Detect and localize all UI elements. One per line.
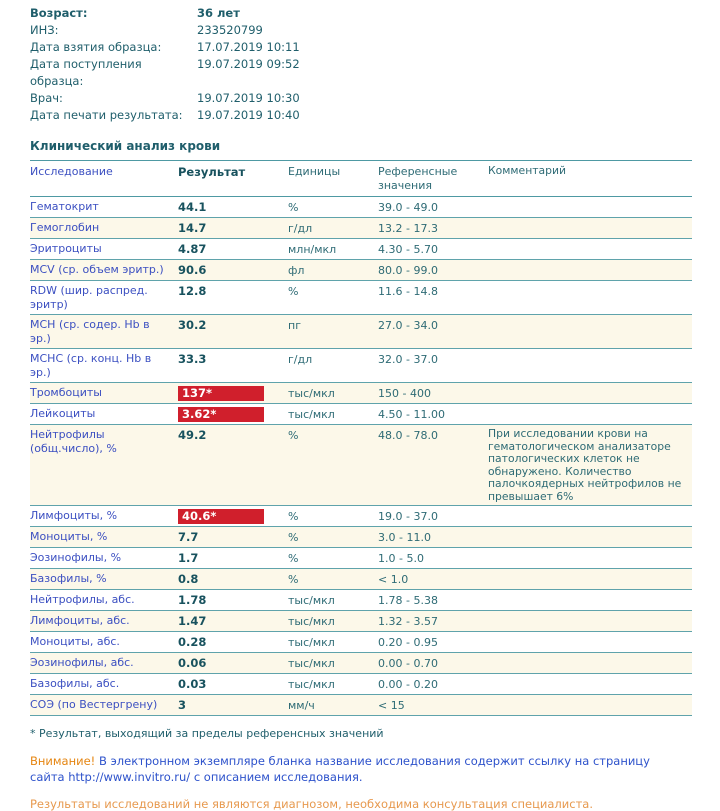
flagged-result-highlight: 3.62* — [178, 407, 264, 422]
test-name: Лимфоциты, % — [30, 509, 118, 522]
test-units: % — [288, 510, 299, 523]
patient-header-value: 19.07.2019 10:40 — [197, 108, 300, 122]
test-reference-range: 80.0 - 99.0 — [378, 264, 438, 277]
test-comment — [488, 551, 692, 566]
patient-header-label: Дата печати результата: — [30, 108, 183, 122]
test-name: RDW (шир. распред. эритр) — [30, 284, 148, 311]
table-row — [30, 425, 692, 506]
test-result — [178, 407, 288, 422]
test-name: Гемоглобин — [30, 221, 100, 234]
test-units: % — [288, 285, 299, 298]
test-comment — [488, 407, 692, 422]
test-comment — [488, 200, 692, 215]
test-result: 30.2 — [178, 318, 207, 332]
test-result: 1.7 — [178, 551, 199, 565]
test-units: тыс/мкл — [288, 657, 335, 670]
test-comment — [488, 530, 692, 545]
test-name: MCV (ср. объем эритр.) — [30, 263, 164, 276]
asterisk-footnote: * Результат, выходящий за пределы референсных значений — [30, 727, 384, 740]
patient-header-label: ИНЗ: — [30, 23, 59, 37]
test-units: тыс/мкл — [288, 387, 335, 400]
test-reference-range: < 1.0 — [378, 573, 409, 586]
test-result: 0.8 — [178, 572, 199, 586]
test-reference-range: 0.00 - 0.20 — [378, 678, 438, 691]
attention-label: Внимание! — [30, 754, 96, 768]
test-name: Лейкоциты — [30, 407, 96, 420]
test-reference-range: 0.00 - 0.70 — [378, 657, 438, 670]
test-comment — [488, 635, 692, 650]
test-units: млн/мкл — [288, 243, 337, 256]
test-result — [178, 509, 288, 524]
test-name: Эритроциты — [30, 242, 102, 255]
patient-header-row — [30, 107, 692, 124]
test-units: г/дл — [288, 353, 313, 366]
test-units: тыс/мкл — [288, 636, 335, 649]
test-reference-range: 19.0 - 37.0 — [378, 510, 438, 523]
test-units: % — [288, 531, 299, 544]
test-name: Гематокрит — [30, 200, 99, 213]
test-result: 49.2 — [178, 428, 207, 442]
test-reference-range: 27.0 - 34.0 — [378, 319, 438, 332]
patient-header-row — [30, 39, 692, 56]
test-comment — [488, 352, 692, 380]
test-reference-range: 1.32 - 3.57 — [378, 615, 438, 628]
test-reference-range: 13.2 - 17.3 — [378, 222, 438, 235]
test-reference-range: 32.0 - 37.0 — [378, 353, 438, 366]
test-result: 1.47 — [178, 614, 207, 628]
table-row — [30, 569, 692, 590]
section-title: Клинический анализ крови — [30, 139, 221, 153]
test-comment — [488, 242, 692, 257]
table-row — [30, 653, 692, 674]
test-result: 3 — [178, 698, 187, 712]
test-reference-range: 4.50 - 11.00 — [378, 408, 445, 421]
disclaimer-text: Результаты исследований не являются диагнозом, необходима консультация специалиста. — [30, 797, 593, 811]
test-name: Нейтрофилы (общ.число), % — [30, 428, 117, 455]
column-header-units: Единицы — [288, 165, 341, 178]
patient-header-value: 17.07.2019 10:11 — [197, 40, 300, 54]
test-result: 12.8 — [178, 284, 207, 298]
flagged-result-highlight: 40.6* — [178, 509, 264, 524]
table-row — [30, 632, 692, 653]
test-reference-range: 4.30 - 5.70 — [378, 243, 438, 256]
test-name: Эозинофилы, абс. — [30, 656, 134, 669]
attention-paragraph — [30, 753, 686, 785]
test-name: Базофилы, % — [30, 572, 107, 585]
test-units: тыс/мкл — [288, 615, 335, 628]
test-comment — [488, 614, 692, 629]
patient-header-row — [30, 56, 692, 90]
test-result: 14.7 — [178, 221, 207, 235]
test-units: г/дл — [288, 222, 313, 235]
test-units: мм/ч — [288, 699, 315, 712]
column-header-name: Исследование — [30, 165, 113, 178]
test-comment: При исследовании крови на гематологическом анализаторе патологических клеток не обнаружено. Количество палочкоядерных нейтрофилов не превышает 6% — [488, 427, 682, 503]
patient-header-label: Дата взятия образца: — [30, 40, 162, 54]
test-result: 0.28 — [178, 635, 207, 649]
test-reference-range: 150 - 400 — [378, 387, 431, 400]
test-comment — [488, 677, 692, 692]
table-row — [30, 281, 692, 315]
table-row — [30, 315, 692, 349]
attention-text-before-link: В электронном экземпляре бланка название исследования содержит ссылку на страницу сайта — [30, 754, 650, 784]
results-table-body — [30, 197, 692, 716]
test-result: 7.7 — [178, 530, 199, 544]
test-comment — [488, 593, 692, 608]
test-result — [178, 386, 288, 401]
test-units: % — [288, 201, 299, 214]
test-comment — [488, 284, 692, 312]
table-row — [30, 548, 692, 569]
test-reference-range: 0.20 - 0.95 — [378, 636, 438, 649]
test-result: 0.06 — [178, 656, 207, 670]
attention-text-after-link: с описанием исследования. — [193, 770, 363, 784]
test-comment — [488, 386, 692, 401]
patient-header-row — [30, 5, 692, 22]
table-row — [30, 695, 692, 716]
test-comment — [488, 221, 692, 236]
test-name: MCHC (ср. конц. Hb в эр.) — [30, 352, 152, 379]
test-units: % — [288, 429, 299, 442]
test-result: 44.1 — [178, 200, 207, 214]
test-name: Базофилы, абс. — [30, 677, 120, 690]
test-comment — [488, 509, 692, 524]
table-row — [30, 239, 692, 260]
table-row — [30, 527, 692, 548]
test-units: тыс/мкл — [288, 594, 335, 607]
patient-header-value: 36 лет — [197, 6, 240, 20]
results-table — [30, 160, 692, 716]
table-row — [30, 383, 692, 404]
column-header-result: Результат — [178, 165, 246, 179]
test-reference-range: 3.0 - 11.0 — [378, 531, 431, 544]
test-comment — [488, 318, 692, 346]
table-row — [30, 260, 692, 281]
invitro-link[interactable]: http://www.invitro.ru/ — [68, 770, 191, 784]
test-reference-range: 1.0 - 5.0 — [378, 552, 424, 565]
test-units: % — [288, 573, 299, 586]
table-row — [30, 506, 692, 527]
test-name: Нейтрофилы, абс. — [30, 593, 135, 606]
test-comment — [488, 263, 692, 278]
column-header-comment: Комментарий — [488, 164, 567, 177]
table-row — [30, 218, 692, 239]
patient-header-label: Врач: — [30, 91, 63, 105]
results-table-header-row — [30, 161, 692, 197]
test-reference-range: 39.0 - 49.0 — [378, 201, 438, 214]
table-row — [30, 611, 692, 632]
column-header-ref: Референсные значения — [378, 165, 458, 192]
patient-header-value: 19.07.2019 10:30 — [197, 91, 300, 105]
test-name: СОЭ (по Вестергрену) — [30, 698, 158, 711]
test-reference-range: 11.6 - 14.8 — [378, 285, 438, 298]
flagged-result-highlight: 137* — [178, 386, 264, 401]
test-comment — [488, 572, 692, 587]
test-units: фл — [288, 264, 305, 277]
test-result: 1.78 — [178, 593, 207, 607]
table-row — [30, 197, 692, 218]
patient-header-value: 19.07.2019 09:52 — [197, 57, 300, 71]
test-result: 33.3 — [178, 352, 207, 366]
test-result: 90.6 — [178, 263, 207, 277]
patient-header-row — [30, 22, 692, 39]
test-units: пг — [288, 319, 301, 332]
test-result: 4.87 — [178, 242, 207, 256]
test-comment — [488, 698, 692, 713]
test-units: тыс/мкл — [288, 408, 335, 421]
test-name: Лимфоциты, абс. — [30, 614, 130, 627]
test-reference-range: 48.0 - 78.0 — [378, 429, 438, 442]
test-name: Эозинофилы, % — [30, 551, 122, 564]
test-name: MCH (ср. содер. Hb в эр.) — [30, 318, 150, 345]
table-row — [30, 674, 692, 695]
test-name: Тромбоциты — [30, 386, 102, 399]
test-comment — [488, 656, 692, 671]
table-row — [30, 404, 692, 425]
test-reference-range: 1.78 - 5.38 — [378, 594, 438, 607]
patient-header-label: Возраст: — [30, 6, 88, 20]
test-result: 0.03 — [178, 677, 207, 691]
table-row — [30, 590, 692, 611]
patient-header-block — [30, 5, 692, 124]
test-reference-range: < 15 — [378, 699, 405, 712]
test-units: % — [288, 552, 299, 565]
patient-header-label: Дата поступления образца: — [30, 57, 142, 88]
patient-header-value: 233520799 — [197, 23, 263, 37]
test-name: Моноциты, абс. — [30, 635, 120, 648]
test-name: Моноциты, % — [30, 530, 108, 543]
test-units: тыс/мкл — [288, 678, 335, 691]
table-row — [30, 349, 692, 383]
patient-header-row — [30, 90, 692, 107]
